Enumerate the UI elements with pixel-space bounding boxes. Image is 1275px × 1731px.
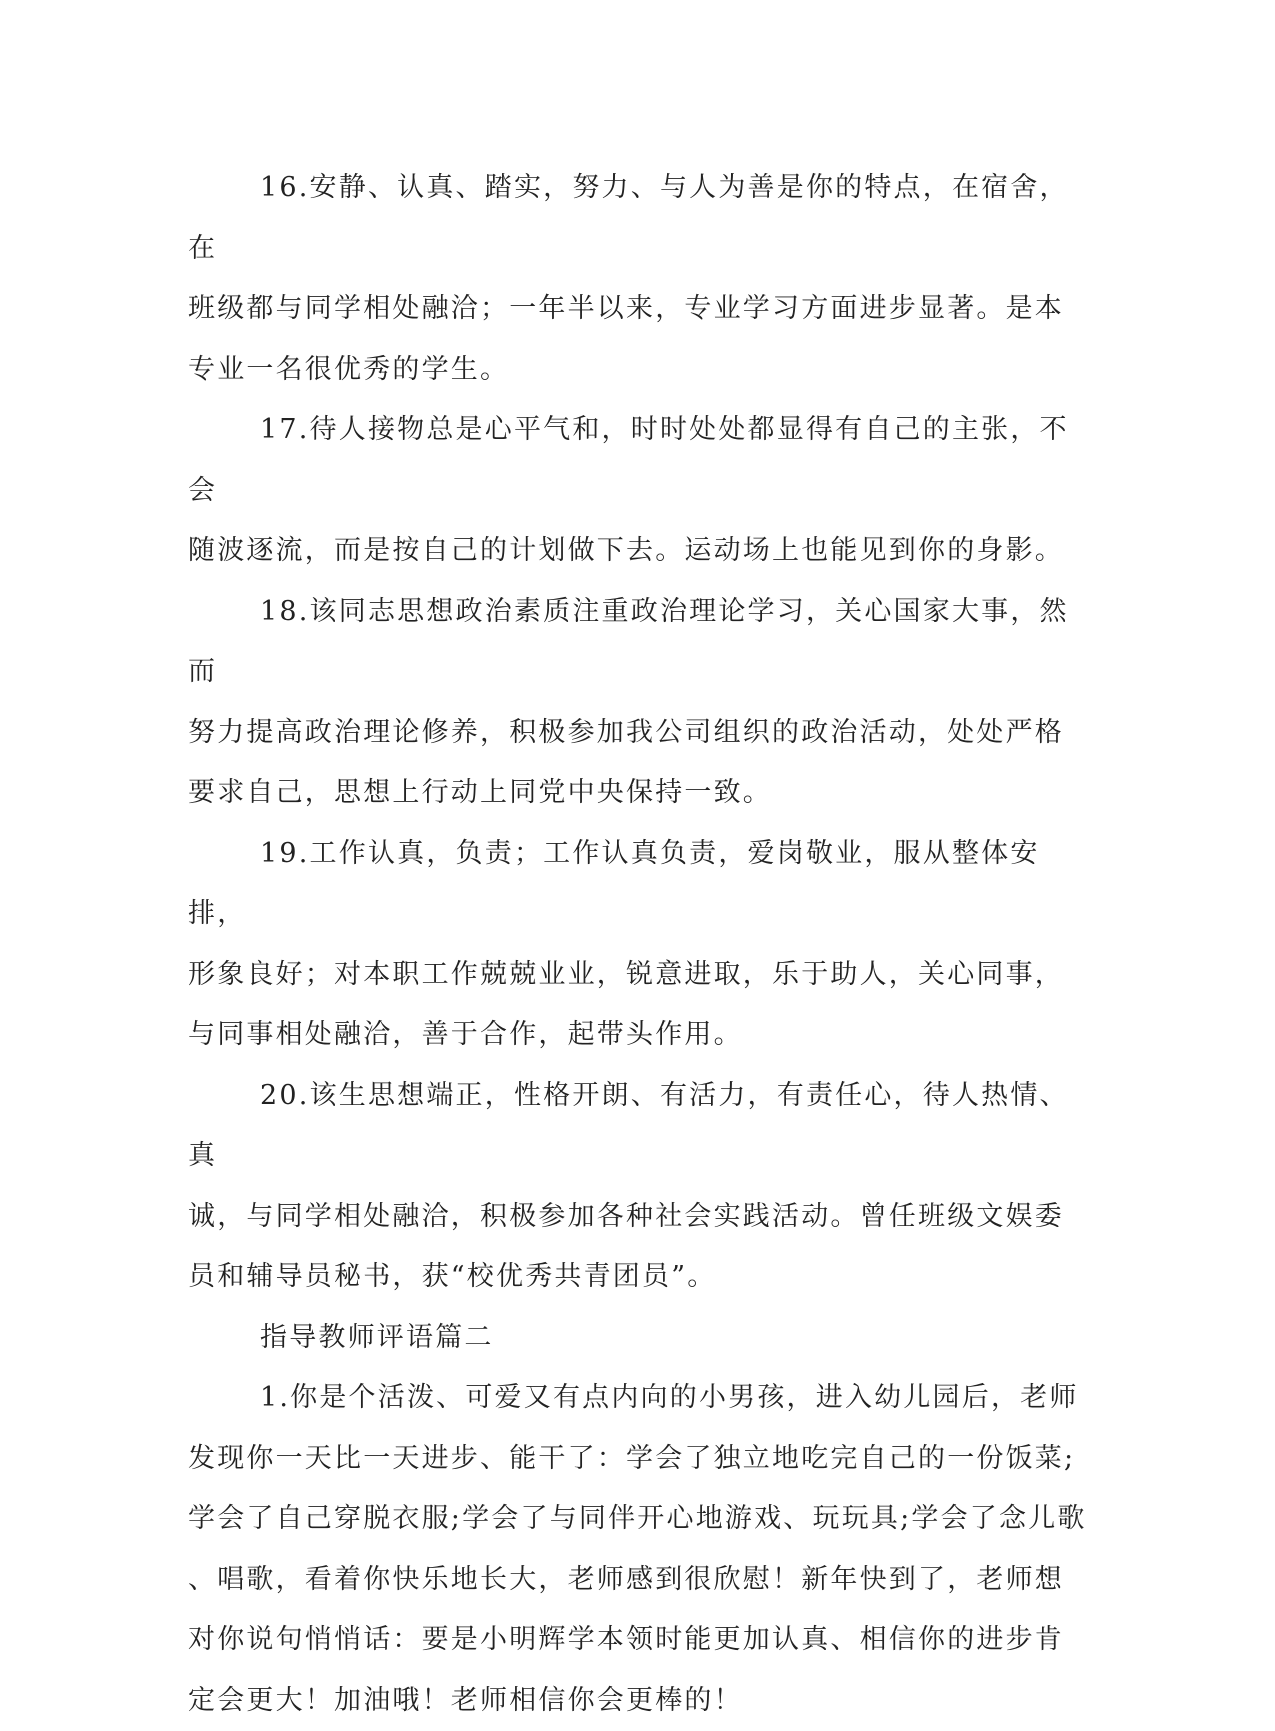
paragraph-18: 18.该同志思想政治素质注重政治理论学习，关心国家大事，然而 努力提高政治理论修养，积极参加我公司组织的政治活动，处处严格 要求自己，思想上行动上同党中央保持一致。	[188, 595, 1069, 808]
paragraph-20: 20.该生思想端正，性格开朗、有活力，有责任心，待人热情、真 诚，与同学相处融洽，积极参加各种社会实践活动。曾任班级文娱委 员和辅导员秘书，获“校优秀共青团员”。	[188, 1079, 1069, 1292]
section-heading: 指导教师评语篇二	[260, 1321, 494, 1353]
paragraph-1: 1.你是个活泼、可爱又有点内向的小男孩，进入幼儿园后，老师 发现你一天比一天进步、能干了：学会了独立地吃完自己的一份饭菜; 学会了自己穿脱衣服;学会了与同伴开心地游戏、玩玩具;学会了念儿歌 、唱歌，看着你快乐地长大，老师感到很欣慰！新年快到了，老师想 对你说句悄悄话：要是小明辉学本领时能更加认真、相信你的进步肯 定会更大！加油哦！老师相信你会更棒的！	[188, 1382, 1087, 1716]
document-body	[188, 158, 1088, 1731]
paragraph-16: 16.安静、认真、踏实，努力、与人为善是你的特点，在宿舍，在 班级都与同学相处融洽；一年半以来，专业学习方面进步显著。是本 专业一名很优秀的学生。	[188, 172, 1069, 385]
paragraph-19: 19.工作认真，负责；工作认真负责，爱岗敬业，服从整体安排， 形象良好；对本职工作兢兢业业，锐意进取，乐于助人，关心同事， 与同事相处融洽，善于合作，起带头作用。	[188, 837, 1064, 1050]
paragraph-17: 17.待人接物总是心平气和，时时处处都显得有自己的主张，不会 随波逐流，而是按自己的计划做下去。运动场上也能见到你的身影。	[188, 414, 1069, 566]
